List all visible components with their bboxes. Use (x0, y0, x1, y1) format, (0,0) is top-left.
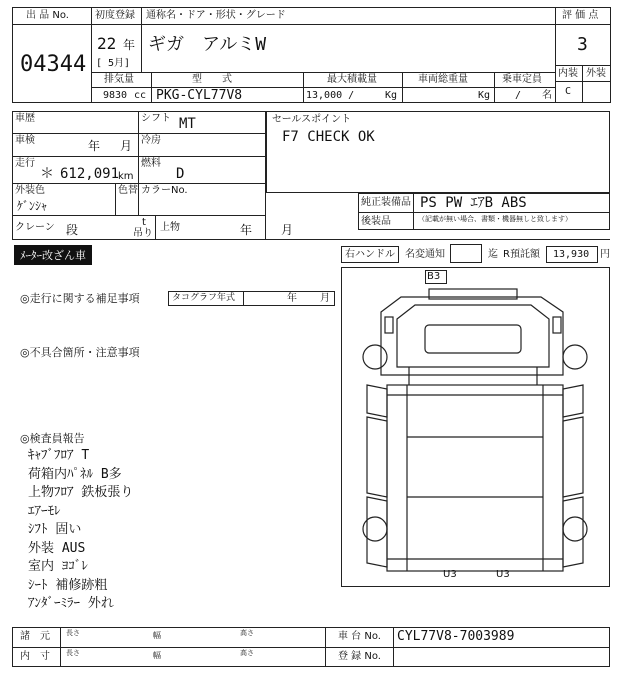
first-reg-year: 22 (97, 34, 117, 53)
upper-month-unit: 月 (281, 223, 294, 237)
report-line: ｴｱｰﾓﾚ (28, 503, 61, 519)
r-inspection-value: 13,930 (553, 249, 590, 260)
inspector-report-label: ◎検査員報告 (20, 432, 85, 445)
model-name: ギガ アルミW (148, 34, 267, 55)
report-line: 荷箱内ﾊﾟﾈﾙ B多 (28, 466, 122, 482)
capacity-unit: 名 (542, 90, 552, 101)
displacement-unit: cc (134, 90, 147, 101)
cargo-body (387, 385, 563, 571)
displacement: 9830 (103, 90, 128, 101)
interior-grade: C (565, 86, 572, 97)
max-load-unit: Kg (385, 90, 398, 101)
report-line: 上物ﾌﾛｱ 鉄板張り (28, 485, 134, 500)
mileage-label: 走行 (15, 158, 35, 169)
sales-label: セールスポイント (272, 114, 352, 125)
tacho-year-unit: 年 (287, 293, 297, 304)
history-label: 車歴 (15, 113, 35, 124)
aircon-label: 冷房 (141, 135, 161, 146)
title-label: 通称名・ドア・形状・グレード (146, 10, 286, 21)
aftermarket-note: （記載が無い場合、書類・機器無しと致します） (418, 215, 572, 223)
max-load: 13,000 / (306, 90, 355, 101)
capacity-slash: / (515, 90, 522, 101)
outer-color-label: 外装色 (15, 185, 45, 196)
aftermarket-label: 後装品 (361, 216, 391, 227)
truck-diagram-svg (341, 267, 610, 587)
dims-length-label: 長さ (66, 629, 80, 637)
shift-label: シフト (141, 113, 171, 124)
inner-length-label: 長さ (66, 649, 80, 657)
color-number-label: カラーNo. (141, 185, 188, 196)
chassis-number: CYL77V8-7003989 (397, 629, 515, 644)
year-unit: 年 (123, 38, 136, 52)
grade-box (555, 7, 611, 103)
rear-right-mark: U3 (496, 569, 510, 580)
inspection-month-unit: 月 (120, 139, 133, 153)
report-line: ｼｰﾄ 補修跡粗 (28, 577, 108, 593)
capacity-label: 乗車定員 (502, 74, 542, 85)
model-type-label: 型 式 (192, 74, 232, 85)
report-line: ｼﾌﾄ 固い (28, 522, 82, 537)
yen-unit: 円 (600, 249, 610, 260)
lot-label: 出 品 No. (26, 10, 69, 21)
dims-width-label: 幅 (153, 631, 161, 640)
outer-color-value: ｹﾞﾝｼｬ (17, 199, 48, 213)
crane-ton: t (142, 217, 146, 228)
gross-weight-unit: Kg (478, 90, 491, 101)
model-type: PKG-CYL77V8 (156, 88, 243, 103)
upper-year-unit: 年 (240, 223, 253, 237)
name-change-label: 名変通知 (405, 249, 445, 260)
grade-value: 3 (577, 34, 588, 55)
tamper-badge: ﾒｰﾀｰ改ざん車 (14, 245, 92, 265)
inspection-label: 車検 (15, 135, 35, 146)
grade-label: 評 価 点 (562, 10, 599, 21)
max-load-label: 最大積載量 (327, 74, 377, 85)
driving-notes-label: ◎走行に関する補足事項 (20, 292, 140, 305)
interior-label: 内装 (558, 68, 578, 79)
crane-label: クレーン (15, 222, 55, 233)
fuel-value: D (176, 166, 185, 182)
inner-width-label: 幅 (153, 651, 161, 660)
cab-inner (397, 305, 549, 367)
color-change-label: 色替 (118, 185, 138, 196)
dims-label: 諸 元 (20, 631, 50, 642)
first-reg-month: [ 5月] (96, 58, 131, 69)
report-line: ｱﾝﾀﾞｰﾐﾗｰ 外れ (28, 596, 114, 611)
exterior-label: 外装 (586, 68, 606, 79)
crane-lift: 吊り (133, 228, 153, 239)
genuine-label: 純正装備品 (361, 197, 411, 208)
inspection-year-unit: 年 (88, 139, 101, 153)
dims-height-label: 高さ (240, 629, 254, 637)
chassis-label: 車 台 No. (338, 631, 381, 642)
name-change-box (450, 244, 482, 263)
wheel-front-right (563, 345, 587, 369)
reg-number-label: 登 録 No. (338, 651, 381, 662)
sales-text: F7 CHECK OK (282, 129, 375, 145)
mileage-prefix: ＊ (40, 166, 54, 182)
crane-stage: 段 (66, 223, 79, 237)
inner-height-label: 高さ (240, 649, 254, 657)
mileage-value: 612,091 (60, 166, 120, 182)
fuel-label: 燃料 (141, 158, 161, 169)
reg-label: 初度登録 (95, 10, 135, 21)
lot-number: 04344 (20, 52, 87, 77)
inner-dims-label: 内 寸 (20, 651, 50, 662)
r-inspection-label: R預託額 (503, 249, 540, 260)
wheel-front-left (363, 345, 387, 369)
genuine-items: PS PW ｴｱB ABS (420, 195, 527, 211)
km-unit: km (118, 171, 134, 182)
windshield (425, 325, 521, 353)
steering: 右ハンドル (345, 249, 395, 260)
tacho-label: タコグラフ年式 (172, 293, 236, 303)
report-line: 室内 ﾖｺﾞﾚ (28, 559, 88, 574)
shift-value: MT (179, 116, 196, 132)
upper-label: 上物 (160, 222, 180, 233)
defect-notes-label: ◎不具合箇所・注意事項 (20, 346, 140, 359)
tacho-month-unit: 月 (320, 293, 330, 304)
deadline-label: 迄 (488, 249, 498, 260)
front-mark: B3 (427, 271, 441, 282)
report-line: 外装 AUS (28, 540, 86, 556)
rear-left-mark: U3 (443, 569, 457, 580)
report-line: ｷｬﾌﾞﾌﾛｱ T (28, 448, 90, 463)
gross-weight-label: 車両総重量 (418, 74, 468, 85)
displacement-label: 排気量 (104, 74, 134, 85)
